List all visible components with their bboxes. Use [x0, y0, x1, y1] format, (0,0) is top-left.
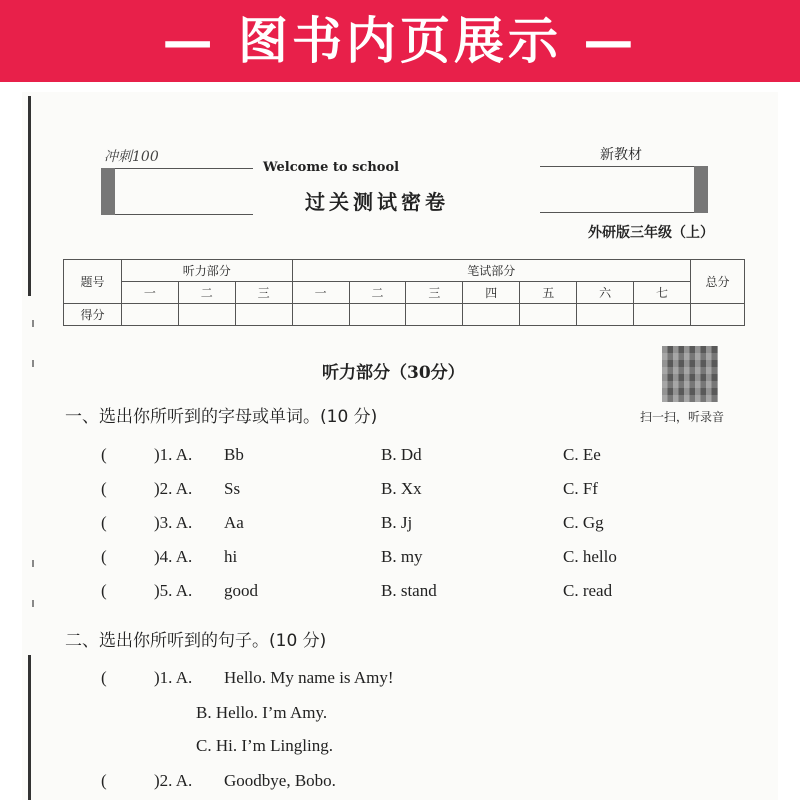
answer-paren-open: (	[101, 445, 107, 464]
option-c: C. Ee	[563, 445, 601, 464]
welcome-subtitle: Welcome to school	[263, 160, 400, 175]
option-c: C. hello	[563, 547, 617, 566]
score-cell	[577, 304, 634, 326]
option-c: C. Ff	[563, 479, 598, 498]
score-table-group-listening: 听力部分	[121, 260, 292, 282]
option-b: B. Hello. I’m Amy.	[196, 703, 328, 722]
option-a: Goodbye, Bobo.	[224, 771, 336, 790]
score-cell	[178, 304, 235, 326]
part1-heading: 一、选出你所听到的字母或单词。(10 分)	[65, 407, 378, 427]
score-cell	[690, 304, 744, 326]
cut-mark	[32, 560, 34, 567]
option-b: B. Dd	[381, 445, 422, 464]
banner-title: — 图书内页展示 —	[162, 12, 638, 70]
option-a: Ss	[224, 479, 241, 498]
header-right-bar	[694, 166, 708, 213]
score-cell	[121, 304, 178, 326]
answer-paren-open: (	[101, 479, 107, 498]
header-left-rule-top	[115, 168, 253, 169]
score-table-col: 二	[349, 282, 406, 304]
score-table-col: 二	[178, 282, 235, 304]
question-number: )4. A.	[154, 547, 193, 566]
series-label: 冲刺100	[104, 149, 159, 165]
score-table-total: 总分	[690, 260, 744, 304]
score-table-col: 一	[121, 282, 178, 304]
score-table-col: 三	[235, 282, 292, 304]
score-cell	[292, 304, 349, 326]
cut-mark	[32, 360, 34, 367]
new-material-label: 新教材	[600, 147, 642, 163]
header-right-rule-bottom	[540, 212, 694, 213]
page-binding-line-lower	[28, 655, 31, 800]
answer-paren-open: (	[101, 513, 107, 532]
score-table-col: 六	[577, 282, 634, 304]
option-b: B. stand	[381, 581, 437, 600]
question-number: )1. A.	[154, 445, 193, 464]
answer-paren-open: (	[101, 581, 107, 600]
score-table-row-numbers	[64, 282, 745, 304]
listening-section-heading: 听力部分（30分）	[322, 363, 465, 383]
cut-mark	[32, 320, 34, 327]
header-left-rule-bottom	[115, 214, 253, 215]
score-table-label-question: 题号	[64, 260, 122, 304]
header-right-rule-top	[540, 166, 694, 167]
option-b: B. Xx	[381, 479, 422, 498]
question-number: )1. A.	[154, 668, 193, 687]
answer-paren-open: (	[101, 668, 107, 687]
score-table-group-writing: 笔试部分	[292, 260, 690, 282]
score-cell	[235, 304, 292, 326]
option-a: good	[224, 581, 258, 600]
option-a: hi	[224, 547, 238, 566]
answer-paren-open: (	[101, 771, 107, 790]
score-cell	[463, 304, 520, 326]
answer-paren-open: (	[101, 547, 107, 566]
edition-label: 外研版三年级（上）	[588, 225, 714, 241]
option-c: C. read	[563, 581, 613, 600]
score-cell	[520, 304, 577, 326]
question-number: )2. A.	[154, 771, 193, 790]
score-table-row-scores	[64, 304, 745, 326]
score-table-col: 一	[292, 282, 349, 304]
option-a: Hello. My name is Amy!	[224, 668, 394, 687]
qr-code-image	[662, 346, 718, 402]
score-cell	[406, 304, 463, 326]
question-number: )3. A.	[154, 513, 193, 532]
score-table-col: 七	[634, 282, 691, 304]
score-table-row-groups	[64, 260, 745, 282]
banner	[0, 0, 800, 82]
question-number: )2. A.	[154, 479, 193, 498]
scan-caption: 扫一扫，听录音	[640, 410, 725, 424]
score-table	[63, 259, 745, 326]
option-a: Bb	[224, 445, 244, 464]
page-title: 过关测试密卷	[305, 190, 449, 214]
part2-heading: 二、选出你所听到的句子。(10 分)	[65, 631, 327, 651]
option-c: C. Gg	[563, 513, 604, 532]
page-binding-line	[28, 96, 31, 296]
score-table-col: 三	[406, 282, 463, 304]
header-left-bar	[101, 168, 115, 215]
option-c: C. Hi. I’m Lingling.	[196, 736, 333, 755]
score-table-col: 五	[520, 282, 577, 304]
option-a: Aa	[224, 513, 244, 532]
option-b: B. my	[381, 547, 423, 566]
question-number: )5. A.	[154, 581, 193, 600]
cut-mark	[32, 600, 34, 607]
score-table-col: 四	[463, 282, 520, 304]
score-cell	[349, 304, 406, 326]
option-b: B. Jj	[381, 513, 413, 532]
score-table-label-score: 得分	[64, 304, 122, 326]
score-cell	[634, 304, 691, 326]
